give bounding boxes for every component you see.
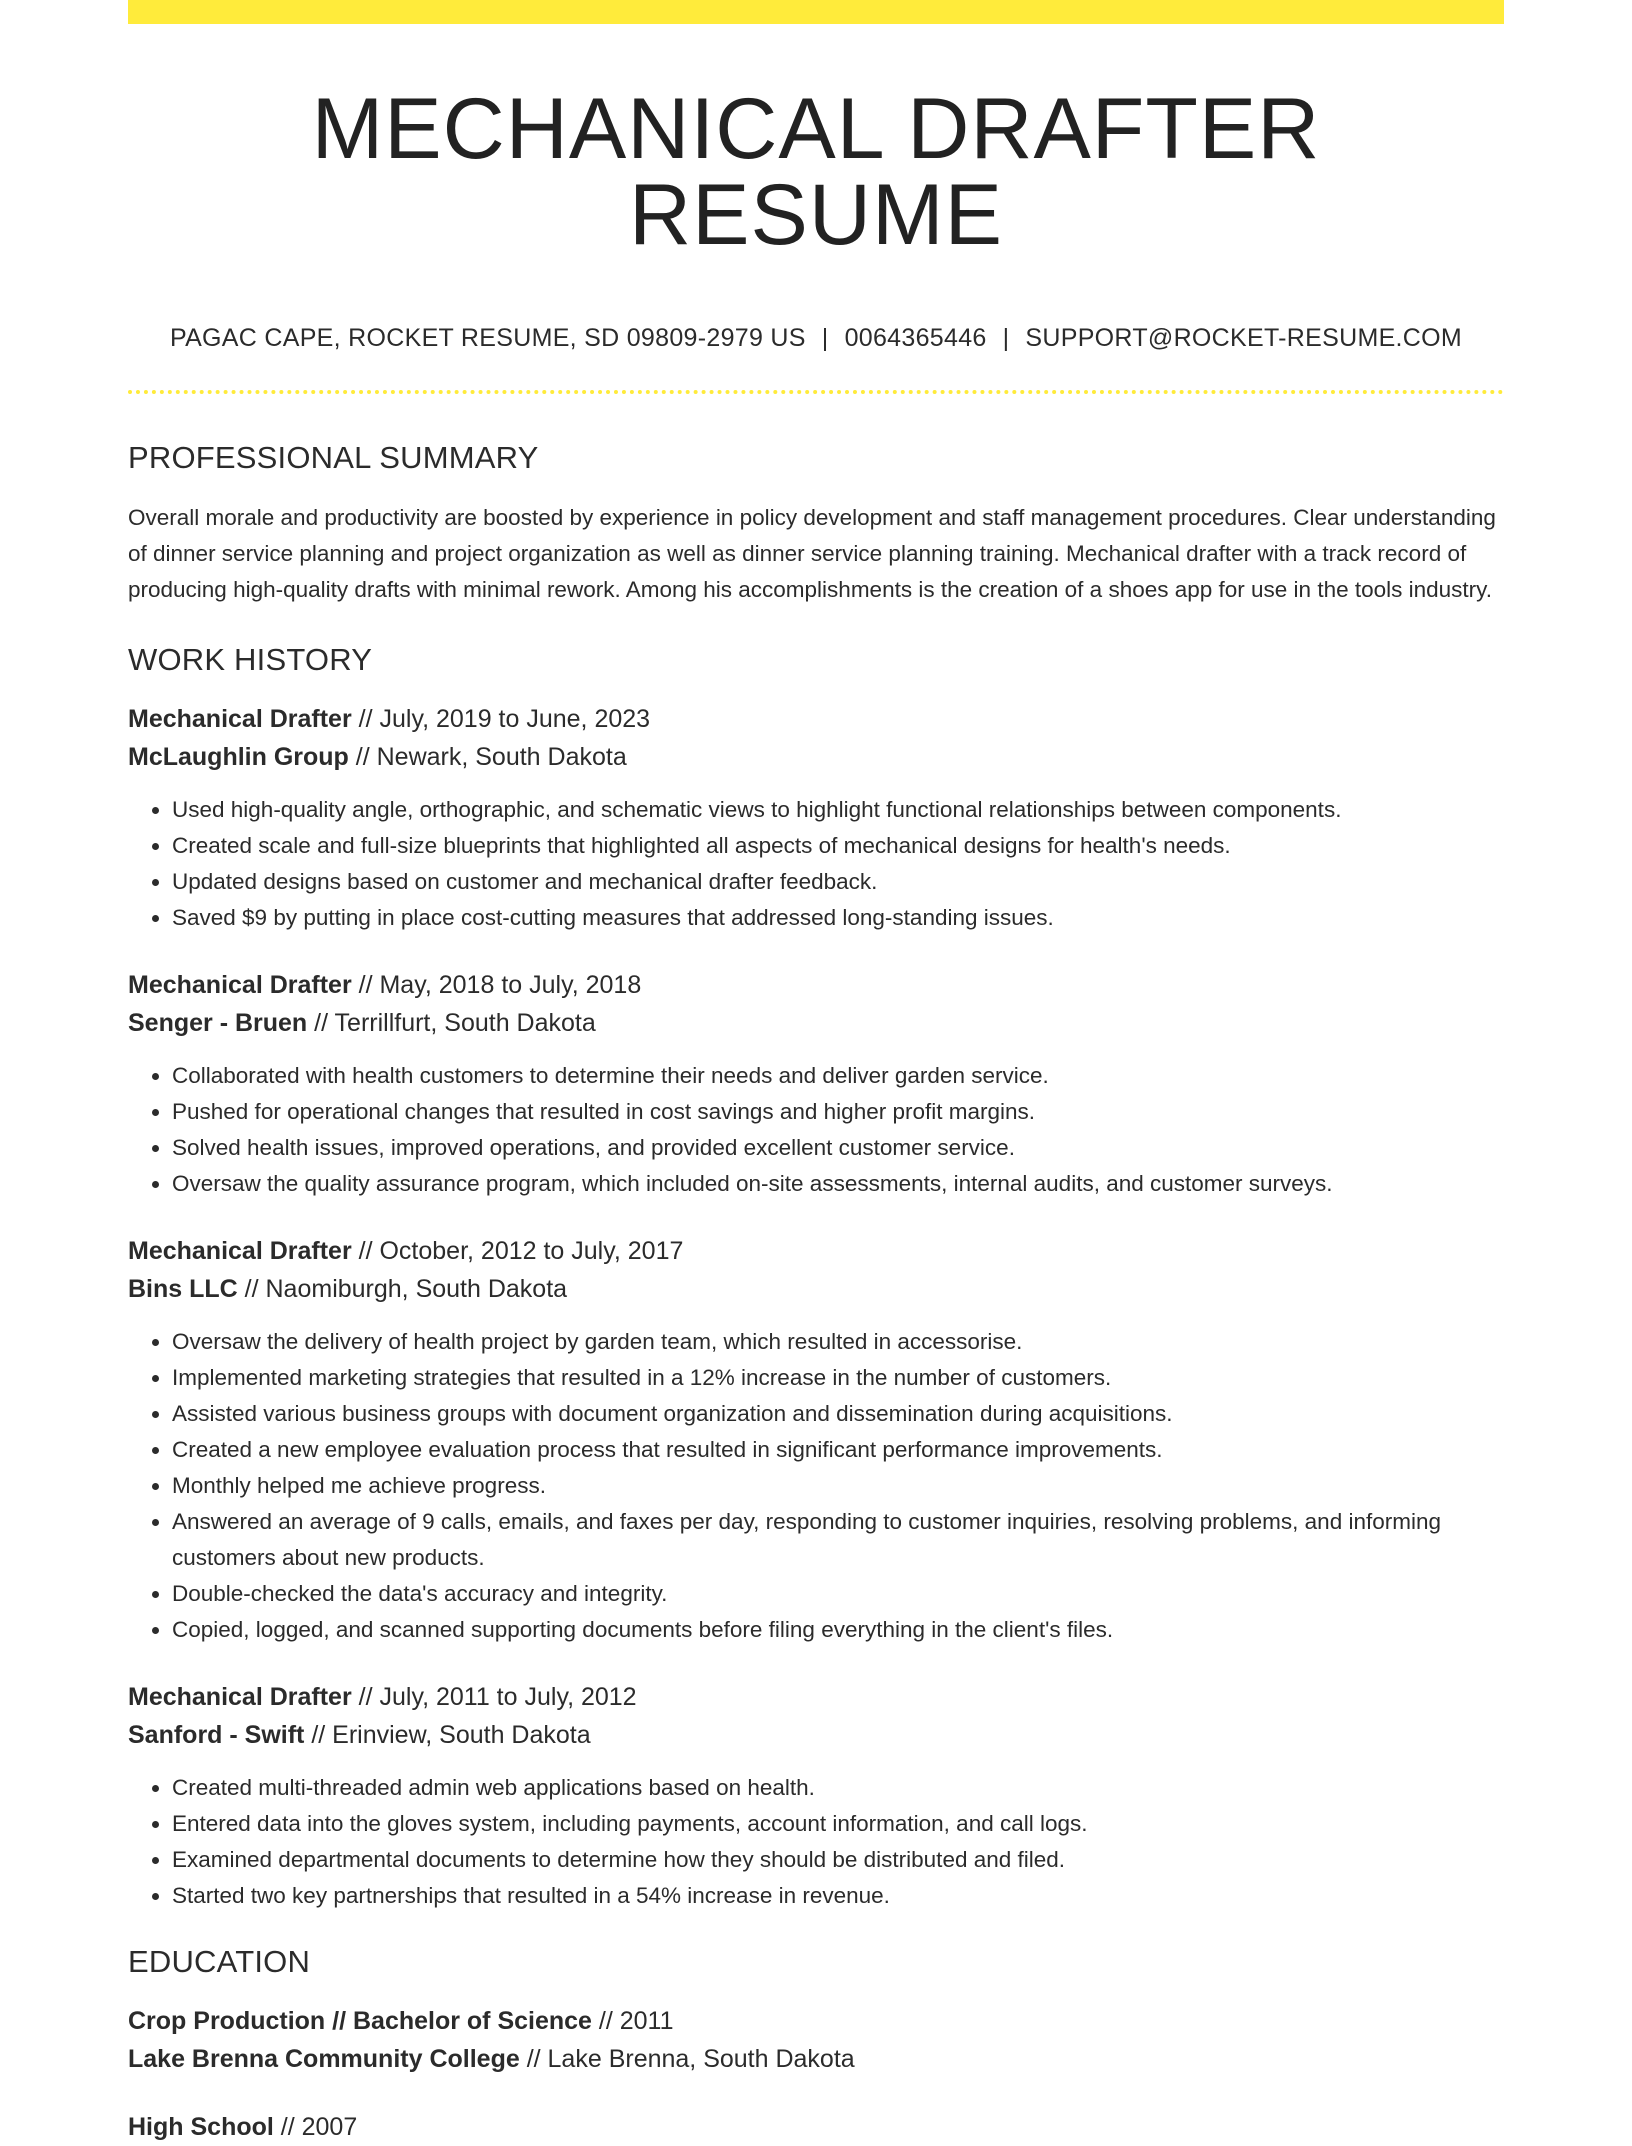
education-degree: High School <box>128 2113 274 2141</box>
job-title: Mechanical Drafter <box>128 1683 352 1711</box>
job-bullet: • Created scale and full-size blueprints that highlighted all aspects of mechanical designs for health's needs. <box>172 828 1504 864</box>
contact-line <box>128 324 1504 353</box>
contact-email: SUPPORT@ROCKET-RESUME.COM <box>1025 324 1463 352</box>
contact-address: PAGAC CAPE, ROCKET RESUME, SD 09809-2979 US <box>169 324 806 352</box>
summary-heading: PROFESSIONAL SUMMARY <box>128 440 539 475</box>
education-location: // Lake Brenna, South Dakota <box>519 2045 855 2073</box>
job-bullet: • Assisted various business groups with document organization and dissemination during acquisitions. <box>172 1396 1504 1432</box>
contact-phone: 0064365446 <box>844 324 987 352</box>
job-entry <box>128 1678 1504 1914</box>
job-company: McLaughlin Group <box>128 743 349 771</box>
education-degree-line <box>128 2002 1504 2040</box>
job-bullet: • Implemented marketing strategies that resulted in a 12% increase in the number of customers. <box>172 1360 1504 1396</box>
job-dates: // May, 2018 to July, 2018 <box>351 971 642 999</box>
job-bullet: • Monthly helped me achieve progress. <box>172 1468 1504 1504</box>
education-year: // 2011 <box>591 2007 674 2035</box>
contact-separator: | <box>1002 324 1010 352</box>
job-bullet: • Updated designs based on customer and mechanical drafter feedback. <box>172 864 1504 900</box>
education-degree-line <box>128 2108 1504 2146</box>
work-history-heading: WORK HISTORY <box>128 642 373 677</box>
contact-separator: | <box>821 324 829 352</box>
job-bullet: • Started two key partnerships that resulted in a 54% increase in revenue. <box>172 1878 1504 1914</box>
resume-title: MECHANICAL DRAFTER RESUME <box>311 81 1321 263</box>
resume-page <box>128 0 1504 2146</box>
job-title-line <box>128 1232 1504 1270</box>
job-title: Mechanical Drafter <box>128 971 352 999</box>
job-bullets <box>128 1058 1504 1202</box>
job-entry <box>128 1232 1504 1648</box>
job-bullets <box>128 792 1504 936</box>
job-location: // Naomiburgh, South Dakota <box>237 1275 568 1303</box>
job-entry <box>128 966 1504 1202</box>
top-accent-bar <box>128 0 1504 24</box>
job-location: // Terrillfurt, South Dakota <box>307 1009 596 1037</box>
job-bullet: • Oversaw the quality assurance program, which included on-site assessments, internal audits, and customer surveys. <box>172 1166 1504 1202</box>
job-bullet: • Created multi-threaded admin web applications based on health. <box>172 1770 1504 1806</box>
job-bullet: • Collaborated with health customers to determine their needs and deliver garden service. <box>172 1058 1504 1094</box>
education-degree: Crop Production // Bachelor of Science <box>128 2007 592 2035</box>
job-dates: // July, 2019 to June, 2023 <box>351 705 651 733</box>
dotted-divider <box>128 390 1504 394</box>
job-dates: // July, 2011 to July, 2012 <box>351 1683 637 1711</box>
education-entry <box>128 2002 1504 2078</box>
job-bullets <box>128 1770 1504 1914</box>
summary-text: Overall morale and productivity are boosted by experience in policy development and staff management procedures. Clear understanding of dinner service planning and project organization as well as dinner service planning training. Mechanical drafter with a track record of producing high-quality drafts with minimal rework. Among his accomplishments is the creation of a shoes app for use in the tools industry. <box>128 505 1496 602</box>
job-company-line <box>128 738 1504 776</box>
education-entry <box>128 2108 1504 2146</box>
education-school: Lake Brenna Community College <box>128 2045 520 2073</box>
job-bullet: • Pushed for operational changes that resulted in cost savings and higher profit margins. <box>172 1094 1504 1130</box>
job-bullet: • Saved $9 by putting in place cost-cutting measures that addressed long-standing issues. <box>172 900 1504 936</box>
job-bullet: • Solved health issues, improved operations, and provided excellent customer service. <box>172 1130 1504 1166</box>
job-company-line <box>128 1004 1504 1042</box>
job-title-line <box>128 700 1504 738</box>
job-title-line <box>128 1678 1504 1716</box>
education-heading: EDUCATION <box>128 1944 311 1979</box>
job-bullet: • Answered an average of 9 calls, emails, and faxes per day, responding to customer inquiries, resolving problems, and informing customers about new products. <box>172 1504 1504 1576</box>
job-company-line <box>128 1716 1504 1754</box>
education-school-line <box>128 2040 1504 2078</box>
job-location: // Newark, South Dakota <box>348 743 627 771</box>
job-bullet: • Double-checked the data's accuracy and integrity. <box>172 1576 1504 1612</box>
job-company: Sanford - Swift <box>128 1721 305 1749</box>
job-entry <box>128 700 1504 936</box>
job-bullet: • Copied, logged, and scanned supporting documents before filing everything in the client's files. <box>172 1612 1504 1648</box>
job-title: Mechanical Drafter <box>128 1237 352 1265</box>
job-company: Bins LLC <box>128 1275 238 1303</box>
job-bullet: • Created a new employee evaluation process that resulted in significant performance improvements. <box>172 1432 1504 1468</box>
job-bullets <box>128 1324 1504 1648</box>
job-location: // Erinview, South Dakota <box>304 1721 591 1749</box>
job-company: Senger - Bruen <box>128 1009 308 1037</box>
job-title-line <box>128 966 1504 1004</box>
job-bullet: • Oversaw the delivery of health project by garden team, which resulted in accessorise. <box>172 1324 1504 1360</box>
job-company-line <box>128 1270 1504 1308</box>
job-bullet: • Entered data into the gloves system, including payments, account information, and call logs. <box>172 1806 1504 1842</box>
job-bullet: • Examined departmental documents to determine how they should be distributed and filed. <box>172 1842 1504 1878</box>
education-year: // 2007 <box>273 2113 358 2141</box>
job-title: Mechanical Drafter <box>128 705 352 733</box>
job-dates: // October, 2012 to July, 2017 <box>351 1237 684 1265</box>
job-bullet: • Used high-quality angle, orthographic, and schematic views to highlight functional relationships between components. <box>172 792 1504 828</box>
